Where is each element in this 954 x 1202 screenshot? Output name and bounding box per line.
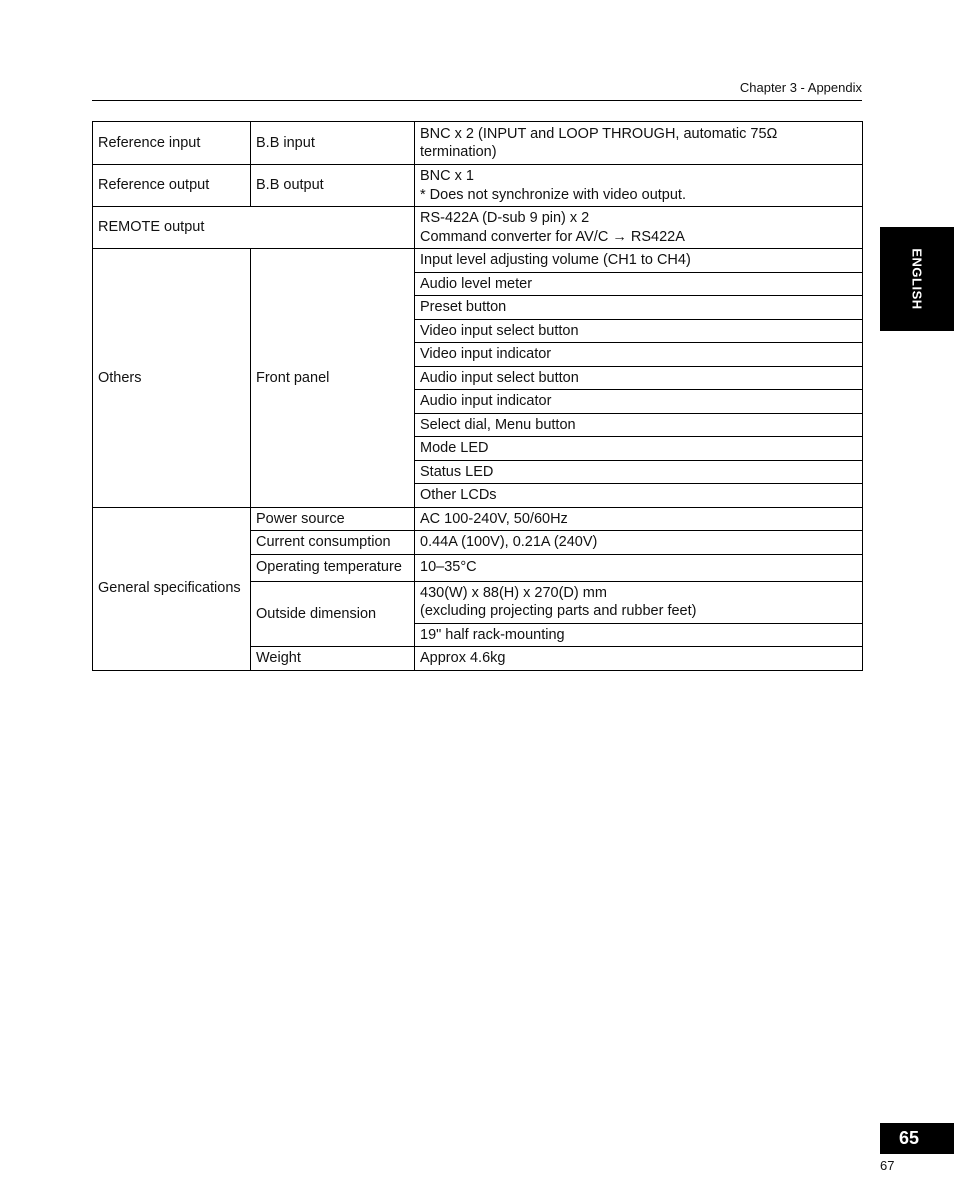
row-sublabel: Power source bbox=[251, 507, 415, 531]
page-header bbox=[92, 80, 862, 101]
list-item: Audio input select button bbox=[415, 366, 863, 390]
list-item: Other LCDs bbox=[415, 484, 863, 508]
table-row bbox=[93, 507, 863, 531]
row-value: 0.44A (100V), 0.21A (240V) bbox=[415, 531, 863, 555]
row-sublabel: B.B input bbox=[251, 122, 415, 165]
row-value bbox=[415, 165, 863, 207]
row-sublabel: Front panel bbox=[251, 249, 415, 508]
row-sublabel: Operating temperature bbox=[251, 554, 415, 581]
row-label: Others bbox=[93, 249, 251, 508]
list-item: Video input indicator bbox=[415, 343, 863, 367]
row-sublabel: B.B output bbox=[251, 165, 415, 207]
value-line: termination) bbox=[420, 144, 497, 160]
list-item: Audio level meter bbox=[415, 272, 863, 296]
value-line: (excluding projecting parts and rubber feet) bbox=[420, 603, 697, 619]
language-tab bbox=[880, 227, 954, 331]
row-value bbox=[415, 581, 863, 623]
row-value: Approx 4.6kg bbox=[415, 647, 863, 671]
language-tab-label: ENGLISH bbox=[909, 248, 925, 310]
chapter-title: Chapter 3 - Appendix bbox=[739, 80, 862, 95]
table-row bbox=[93, 207, 863, 249]
row-label: General specifications bbox=[93, 507, 251, 670]
value-line: Command converter for AV/C → RS422A bbox=[420, 228, 685, 245]
row-value bbox=[415, 122, 863, 165]
row-label: Reference output bbox=[93, 165, 251, 207]
list-item: Input level adjusting volume (CH1 to CH4) bbox=[415, 249, 863, 273]
value-line: RS-422A (D-sub 9 pin) x 2 bbox=[420, 210, 590, 226]
page-number-small: 67 bbox=[880, 1158, 895, 1173]
table-row bbox=[93, 165, 863, 207]
table-row bbox=[93, 122, 863, 165]
row-label: Reference input bbox=[93, 122, 251, 165]
list-item: Status LED bbox=[415, 460, 863, 484]
value-line: * Does not synchronize with video output. bbox=[420, 186, 686, 203]
list-item: Video input select button bbox=[415, 319, 863, 343]
value-line: 430(W) x 88(H) x 270(D) mm bbox=[420, 584, 607, 601]
list-item: Select dial, Menu button bbox=[415, 413, 863, 437]
table-row bbox=[93, 249, 863, 273]
specifications-table bbox=[92, 121, 863, 671]
row-value: AC 100-240V, 50/60Hz bbox=[415, 507, 863, 531]
page-number-box bbox=[880, 1123, 954, 1154]
row-sublabel: Outside dimension bbox=[251, 581, 415, 647]
page-number: 65 bbox=[899, 1128, 920, 1148]
row-value bbox=[415, 207, 863, 249]
row-label: REMOTE output bbox=[93, 207, 415, 249]
row-sublabel: Weight bbox=[251, 647, 415, 671]
value-line: BNC x 1 bbox=[420, 168, 474, 184]
row-value: 19" half rack-mounting bbox=[415, 623, 863, 647]
value-line: BNC x 2 (INPUT and LOOP THROUGH, automatic 75Ω bbox=[420, 125, 778, 142]
list-item: Audio input indicator bbox=[415, 390, 863, 414]
row-sublabel: Current consumption bbox=[251, 531, 415, 555]
list-item: Preset button bbox=[415, 296, 863, 320]
row-value: 10–35°C bbox=[415, 554, 863, 581]
list-item: Mode LED bbox=[415, 437, 863, 461]
